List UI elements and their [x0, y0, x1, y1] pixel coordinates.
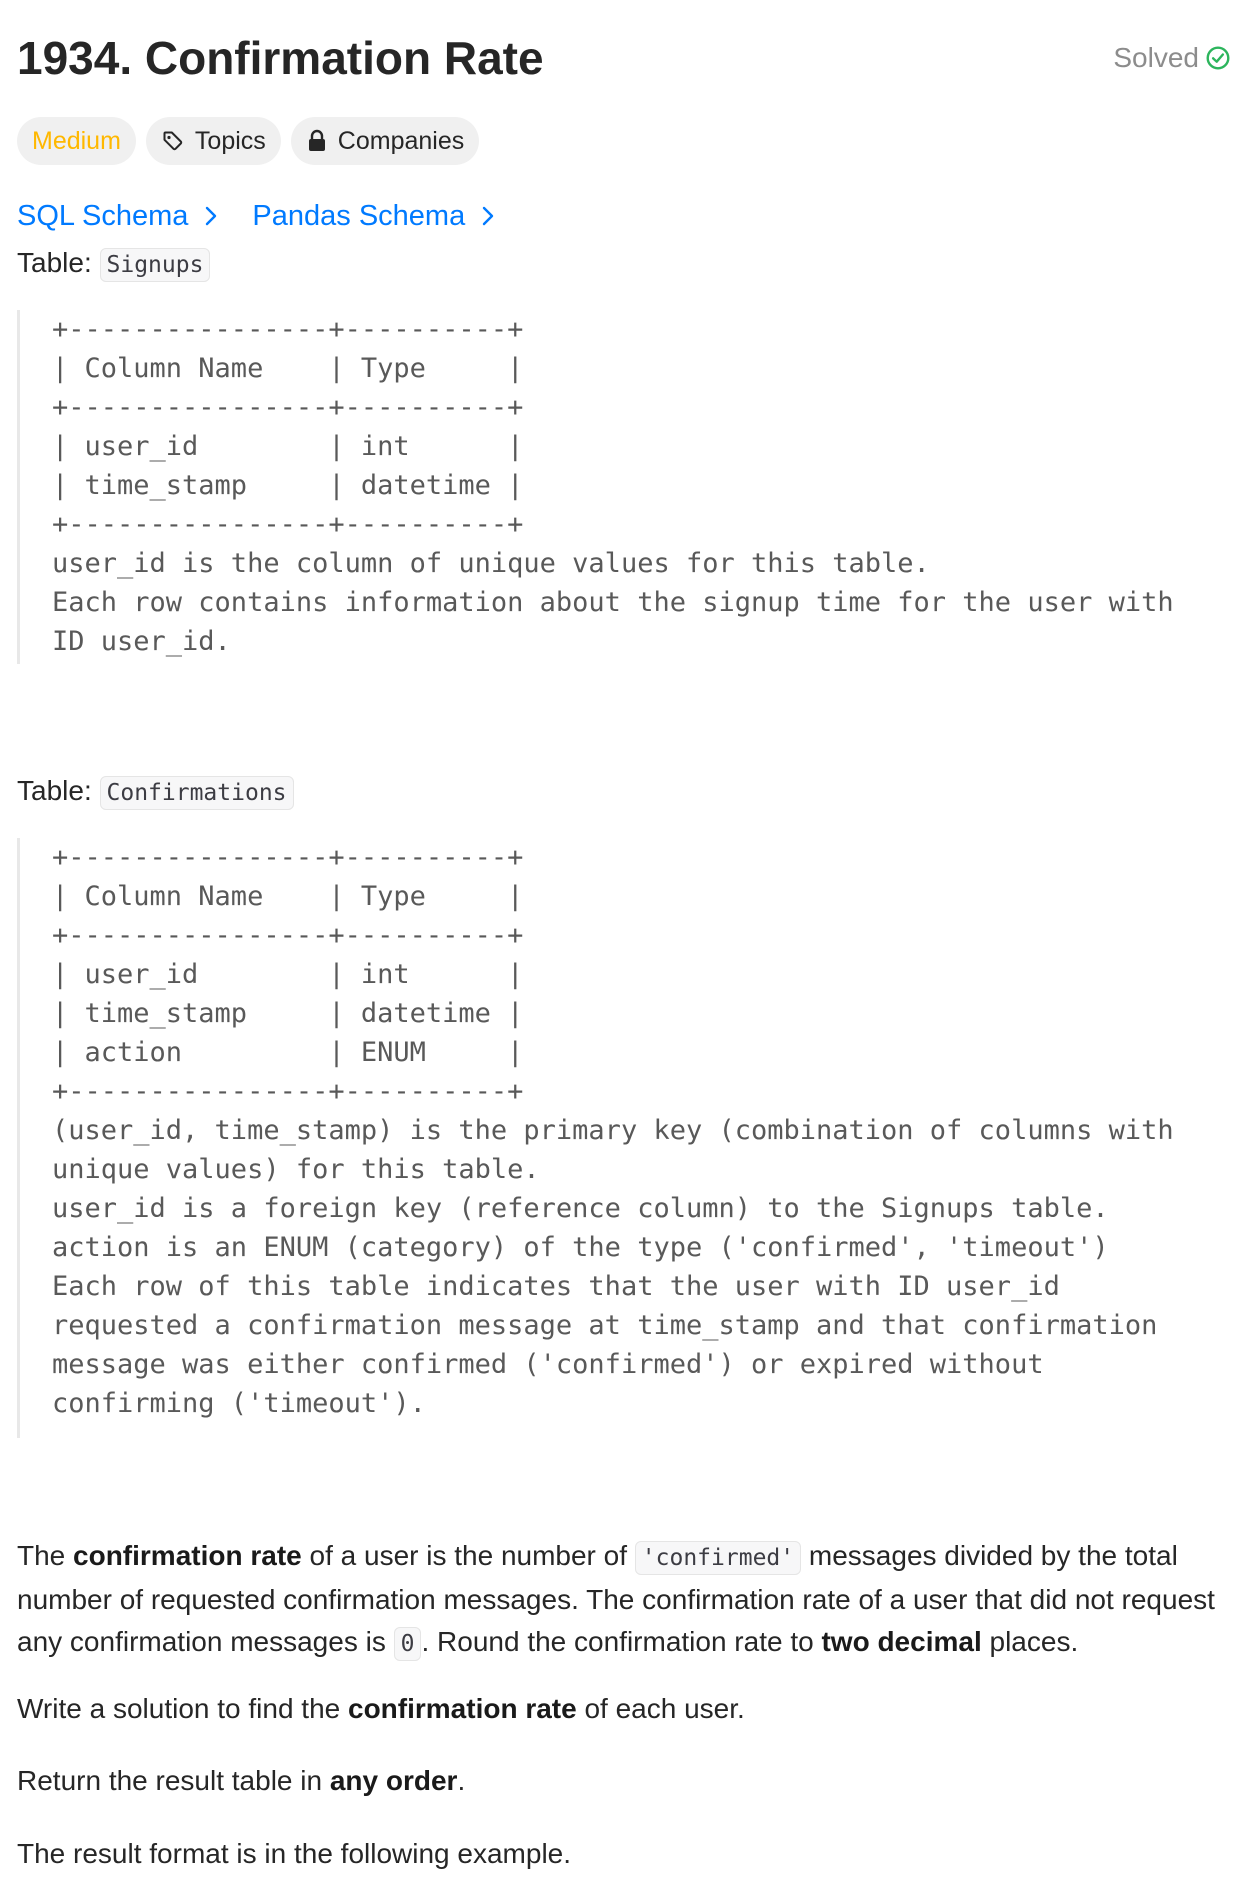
sql-schema-label: SQL Schema — [17, 200, 189, 232]
table-name-signups: Signups — [100, 248, 211, 282]
description-paragraph-4: The result format is in the following example. — [17, 1838, 572, 1869]
schema-line: user_id is the column of unique values for this table. — [52, 548, 930, 579]
schema-line: | time_stamp | datetime | — [52, 998, 524, 1029]
text: Return the result table in — [17, 1765, 330, 1796]
schema-line: | time_stamp | datetime | — [52, 470, 524, 501]
table-label: Table: — [17, 775, 92, 806]
bold-text: two decimal — [821, 1626, 982, 1657]
bold-text: confirmation rate — [73, 1540, 302, 1571]
text: places. — [981, 1626, 1079, 1657]
inline-code: 'confirmed' — [635, 1541, 801, 1575]
pandas-schema-link[interactable] — [252, 196, 495, 236]
sql-schema-link[interactable] — [17, 196, 218, 236]
schema-line: +----------------+----------+ — [52, 509, 524, 540]
chevron-right-icon — [204, 205, 218, 227]
schema-line: +----------------+----------+ — [52, 314, 524, 345]
schema-line: +----------------+----------+ — [52, 920, 524, 951]
tag-row — [17, 117, 489, 165]
text: messages divided by the total number of requested confirmation messages. The confirmation rate of a user that did not request any confirmation messages is — [17, 1540, 1215, 1657]
text: The — [17, 1540, 74, 1571]
table-label-signups — [17, 242, 210, 286]
schema-line: (user_id, time_stamp) is the primary key (combination of columns with — [52, 1115, 1174, 1146]
schema-line: confirming ('timeout'). — [52, 1388, 426, 1419]
schema-line: | user_id | int | — [52, 431, 524, 462]
schema-line: message was either confirmed ('confirmed') or expired without — [52, 1349, 1044, 1380]
table-label: Table: — [17, 247, 92, 278]
description-paragraph-3 — [17, 1760, 465, 1802]
check-circle-icon — [1205, 45, 1231, 71]
topics-label: Topics — [194, 127, 266, 155]
chevron-right-icon — [481, 205, 495, 227]
schema-line: +----------------+----------+ — [52, 1076, 524, 1107]
table-label-confirmations — [17, 770, 294, 814]
text: Write a solution to find the — [17, 1693, 348, 1724]
schema-links — [17, 196, 529, 236]
difficulty-badge — [17, 117, 136, 165]
companies-button[interactable] — [291, 117, 479, 165]
text: . Round the confirmation rate to — [421, 1626, 822, 1657]
text: of each user. — [576, 1693, 745, 1724]
description-paragraph-2 — [17, 1688, 745, 1730]
difficulty-label: Medium — [32, 127, 121, 155]
signups-schema — [17, 310, 1174, 664]
tag-icon — [161, 129, 185, 153]
schema-line: | Column Name | Type | — [52, 881, 524, 912]
schema-line: requested a confirmation message at time_stamp and that confirmation — [52, 1310, 1158, 1341]
inline-code: 0 — [394, 1627, 422, 1661]
schema-line: Each row contains information about the signup time for the user with — [52, 587, 1174, 618]
lock-icon — [306, 129, 328, 153]
schema-line: user_id is a foreign key (reference column) to the Signups table. — [52, 1193, 1109, 1224]
schema-line: unique values) for this table. — [52, 1154, 540, 1185]
topics-button[interactable] — [146, 117, 281, 165]
title-row — [17, 28, 1231, 88]
table-name-confirmations: Confirmations — [100, 776, 294, 810]
pandas-schema-label: Pandas Schema — [252, 200, 466, 232]
text: . — [457, 1765, 466, 1796]
companies-label: Companies — [337, 127, 465, 155]
schema-line: +----------------+----------+ — [52, 392, 524, 423]
description-paragraph-1 — [17, 1535, 1217, 1665]
problem-title[interactable]: 1934. Confirmation Rate — [17, 32, 544, 84]
schema-line: +----------------+----------+ — [52, 842, 524, 873]
bold-text: confirmation rate — [348, 1693, 577, 1724]
schema-line: Each row of this table indicates that the user with ID user_id — [52, 1271, 1060, 1302]
solved-label: Solved — [1113, 42, 1199, 73]
schema-line: | action | ENUM | — [52, 1037, 524, 1068]
schema-line: | user_id | int | — [52, 959, 524, 990]
schema-line: action is an ENUM (category) of the type ('confirmed', 'timeout') — [52, 1232, 1109, 1263]
schema-line: ID user_id. — [52, 626, 231, 657]
schema-line: | Column Name | Type | — [52, 353, 524, 384]
confirmations-schema — [17, 838, 1174, 1438]
text: of a user is the number of — [301, 1540, 635, 1571]
bold-text: any order — [329, 1765, 458, 1796]
solved-status — [1113, 38, 1231, 78]
